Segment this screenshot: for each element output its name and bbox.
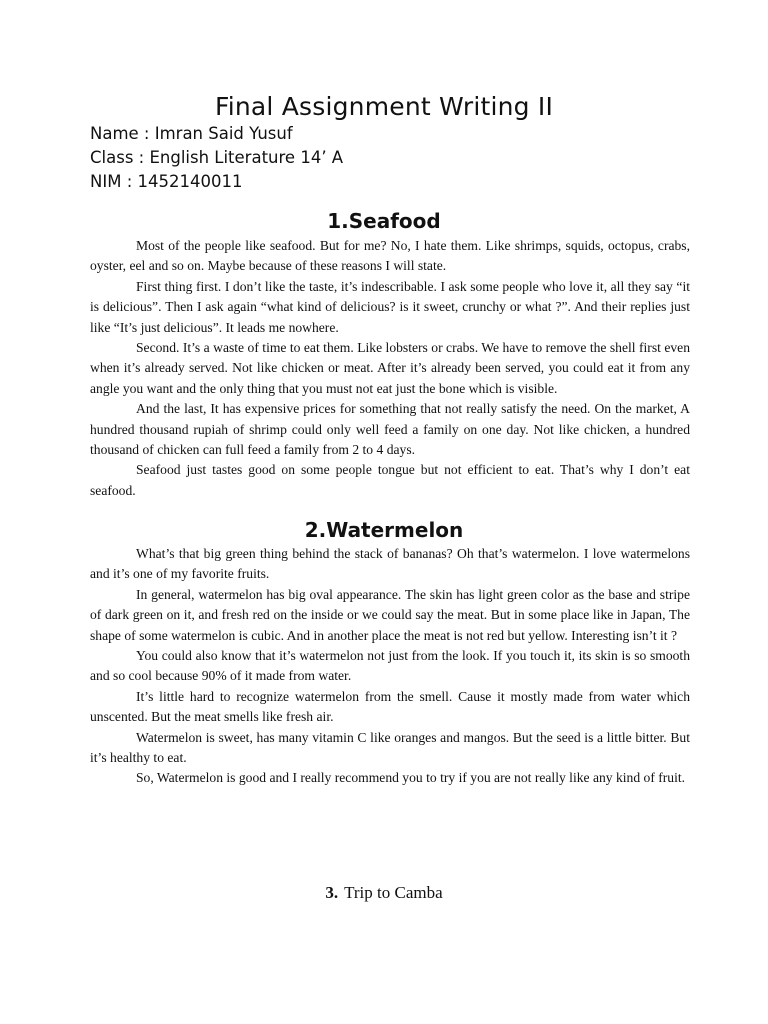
- student-nim: NIM : 1452140011: [90, 172, 243, 191]
- section-heading-trip: [0, 883, 768, 903]
- document-title: Final Assignment Writing II: [214, 92, 554, 121]
- paragraph: So, Watermelon is good and I really recommend you to try if you are not really like any kind of fruit.: [136, 770, 686, 786]
- paragraph: In general, watermelon has big oval appearance. The skin has light green color as the base and stripe of dark green on it, and fresh red on the inside or we could say the meat. But in some place like in Japan, The shape of some watermelon is cubic. And in another place the meat is not red but yellow. Interesting isn’t it ?: [90, 586, 690, 643]
- section-number: 3.: [325, 883, 339, 902]
- paragraph: First thing first. I don’t like the taste, it’s indescribable. I ask some people who love it, all they say “it is delicious”. Then I ask again “what kind of delicious? is it sweet, crunchy or what ?”. And their replies just like “It’s just delicious”. It leads me nowhere.: [90, 278, 690, 335]
- student-class: Class : English Literature 14’ A: [90, 148, 344, 167]
- paragraph: It’s little hard to recognize watermelon from the smell. Cause it mostly made from water which unscented. But the meat smells like fresh air.: [90, 688, 690, 725]
- paragraph: Watermelon is sweet, has many vitamin C like oranges and mangos. But the seed is a little bitter. But it’s healthy to eat.: [90, 729, 690, 766]
- paragraph: Most of the people like seafood. But for me? No, I hate them. Like shrimps, squids, octopus, crabs, oyster, eel and so on. Maybe because of these reasons I will state.: [90, 238, 690, 274]
- paragraph: Seafood just tastes good on some people tongue but not efficient to eat. That’s why I don’t eat seafood.: [90, 462, 690, 498]
- section-heading-watermelon: 2.Watermelon: [304, 518, 464, 542]
- section-watermelon: [90, 544, 690, 789]
- section-seafood: [90, 236, 690, 501]
- paragraph: What’s that big green thing behind the stack of bananas? Oh that’s watermelon. I love watermelons and it’s one of my favorite fruits.: [90, 546, 690, 582]
- student-name: Name : Imran Said Yusuf: [90, 124, 293, 143]
- student-info: [90, 122, 343, 194]
- paragraph: Second. It’s a waste of time to eat them. Like lobsters or crabs. We have to remove the shell first even when it’s already served. Not like chicken or meat. After it’s already been served, you could eat it from any angle you want and the only thing that you must not eat just the bone which is visible.: [90, 340, 690, 396]
- section-heading-seafood: 1.Seafood: [327, 209, 441, 233]
- section-heading-text: Trip to Camba: [344, 883, 443, 902]
- paragraph: And the last, It has expensive prices for something that not really satisfy the need. On the market, A hundred thousand rupiah of shrimp could only well feed a family on one day. Not like chicken, a hundred thousand of chicken can full feed a family from 2 to 4 days.: [90, 401, 690, 458]
- paragraph: You could also know that it’s watermelon not just from the look. If you touch it, its skin is so smooth and so cool because 90% of it made from water.: [90, 648, 690, 684]
